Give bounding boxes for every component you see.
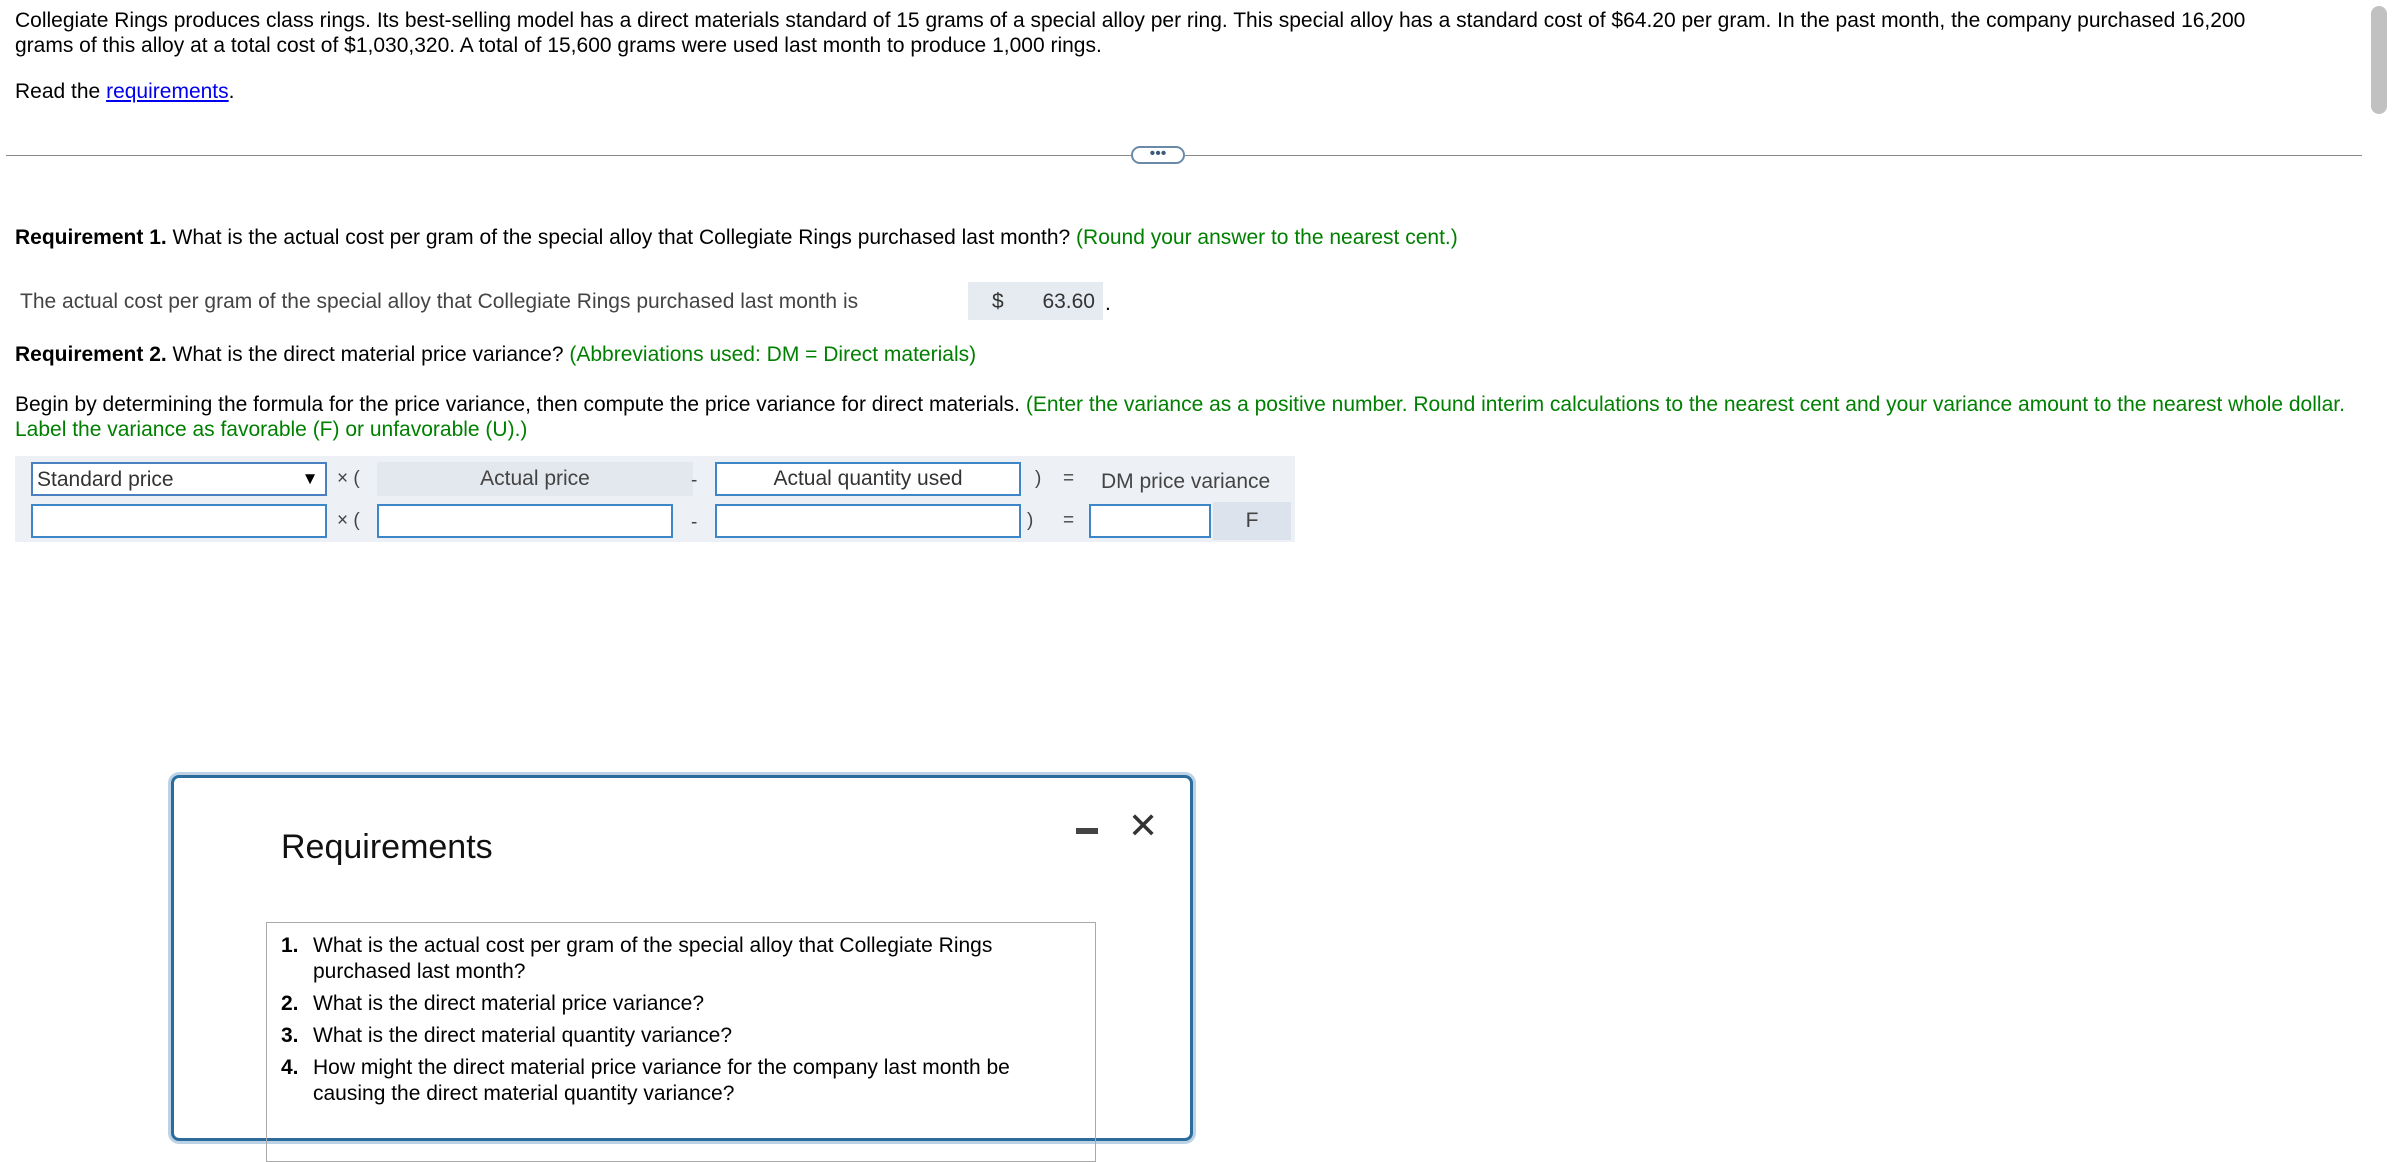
actual-price-header: Actual price — [377, 462, 693, 496]
req2-question: What is the direct material price variance? — [166, 343, 564, 366]
req1-answer-value: 63.60 — [1042, 290, 1095, 313]
list-item: 3. What is the direct material quantity variance? — [281, 1024, 733, 1047]
read-prefix: Read the — [15, 80, 107, 103]
requirements-link[interactable]: requirements — [106, 80, 229, 103]
chevron-down-icon[interactable]: ▼ — [301, 469, 319, 488]
divider-handle[interactable]: ••• — [1131, 146, 1185, 164]
list-item: 4. How might the direct material price variance for the company last month be causing the direct material quantity variance? — [281, 1056, 1010, 1105]
begin-text: Begin by determining the formula for the price variance, then compute the price variance for direct materials. — [15, 393, 1020, 416]
modal-title: Requirements — [281, 828, 493, 866]
standard-price-input[interactable] — [31, 504, 327, 538]
requirements-list — [266, 922, 1096, 1162]
scrollbar-track[interactable] — [2362, 0, 2398, 160]
actual-price-input[interactable] — [377, 504, 673, 538]
read-requirements — [15, 80, 234, 104]
variance-amount-input[interactable] — [1089, 504, 1211, 538]
formula-select-dropdown[interactable] — [31, 462, 327, 496]
formula-select-value: Standard price — [37, 468, 174, 491]
read-suffix: . — [228, 80, 235, 103]
minus-sign-row2: - — [691, 512, 698, 533]
req1-answer-field[interactable] — [968, 282, 1103, 320]
problem-statement: Collegiate Rings produces class rings. Its best-selling model has a direct materials standard of 15 grams of a special alloy per ring. This special alloy has a standard cost of $64.20 per gram. In the past month, the company purchased 16,200 grams of this alloy at a total cost of $1,030,320. A total of 15,600 grams were used last month to produce 1,000 rings. — [15, 9, 2246, 57]
favorable-unfavorable-select[interactable]: F — [1213, 502, 1291, 540]
list-item: 2. What is the direct material price variance? — [281, 992, 704, 1015]
req1-hint: (Round your answer to the nearest cent.) — [1070, 226, 1458, 249]
requirements-modal — [171, 775, 1193, 1141]
req2-label: Requirement 2. — [15, 343, 167, 366]
close-paren-row2: ) — [1027, 510, 1034, 531]
req1-label: Requirement 1. — [15, 226, 167, 249]
minimize-icon[interactable] — [1076, 818, 1098, 840]
minus-sign: - — [691, 470, 698, 491]
actual-quantity-field[interactable]: Actual quantity used — [715, 462, 1021, 496]
list-item: 1. What is the actual cost per gram of the special alloy that Collegiate Rings purchased last month? — [281, 934, 993, 983]
close-paren: ) — [1035, 468, 1042, 489]
req1-answer-text: The actual cost per gram of the special alloy that Collegiate Rings purchased last month is — [20, 290, 859, 313]
equals-sign-row2: = — [1063, 510, 1075, 531]
req2-instructions — [15, 392, 2345, 442]
equals-sign: = — [1063, 468, 1075, 489]
req1-answer-suffix: . — [1105, 292, 1111, 315]
currency-symbol: $ — [992, 290, 1004, 313]
requirement-2-heading — [15, 343, 976, 367]
actual-quantity-input[interactable] — [715, 504, 1021, 538]
price-variance-formula-grid — [15, 456, 1295, 542]
times-open-paren-row2: × ( — [337, 510, 360, 531]
close-icon[interactable]: ✕ — [1128, 805, 1159, 846]
scrollbar-thumb[interactable] — [2371, 6, 2387, 114]
dm-price-variance-label: DM price variance — [1101, 470, 1271, 493]
req1-answer-row — [15, 280, 1115, 320]
requirement-1-heading — [15, 226, 1458, 250]
times-open-paren: × ( — [337, 468, 360, 489]
req1-question: What is the actual cost per gram of the special alloy that Collegiate Rings purchased last month? — [166, 226, 1071, 249]
req2-hint: (Abbreviations used: DM = Direct materials) — [563, 343, 977, 366]
begin-hint: (Enter the variance as a positive number. Round interim calculations to the nearest cent and your variance amount to the nearest whole dollar. Label the variance as favorable (F) or unfavorable (U).) — [15, 393, 2345, 441]
